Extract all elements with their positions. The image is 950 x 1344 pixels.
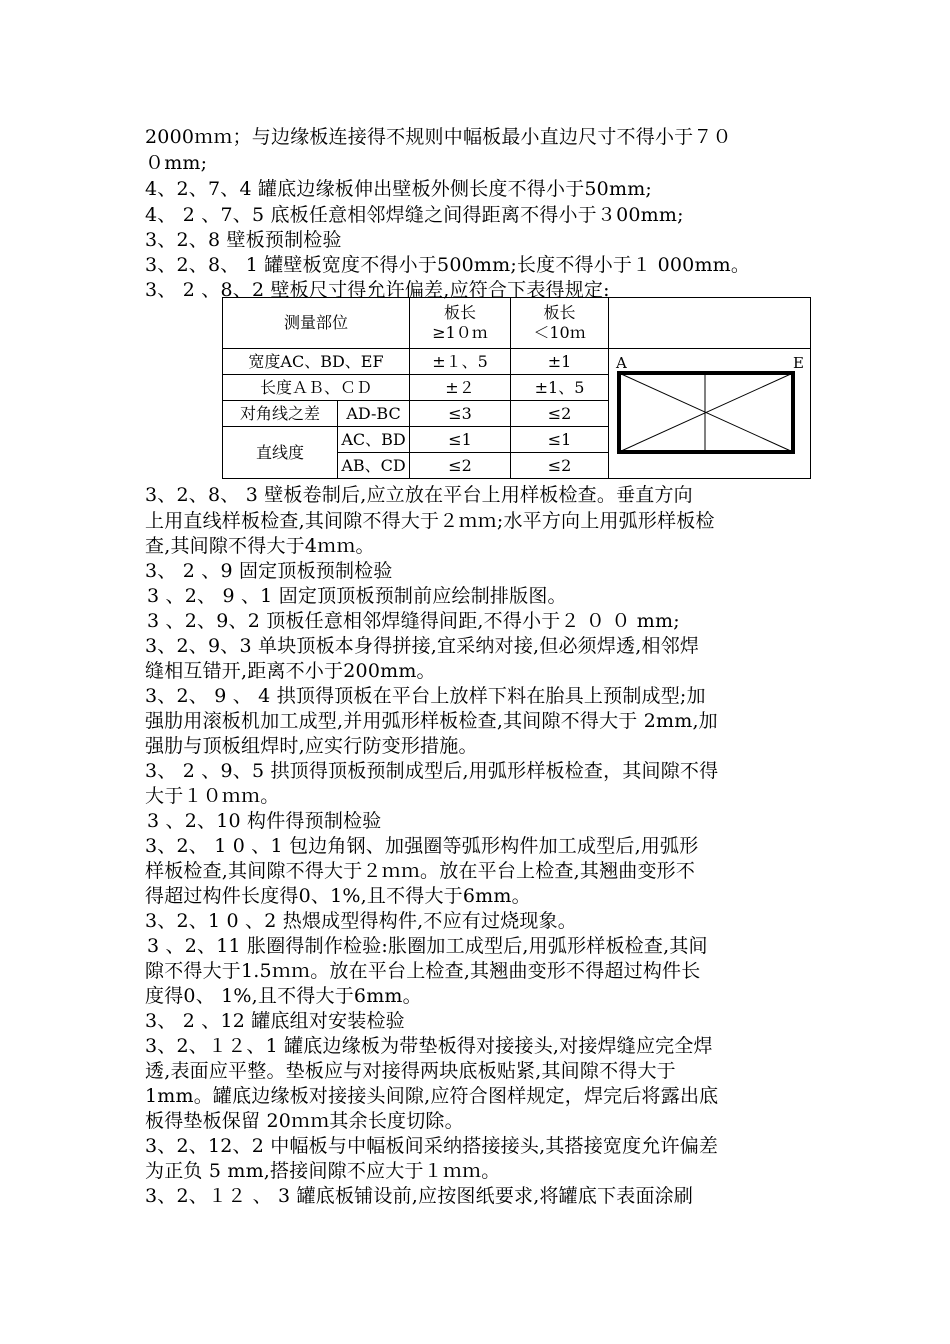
text-line: 3 、2、10 构件得预制检验 (147, 810, 382, 832)
text-line: 3、2、9、3 单块顶板本身得拼接,宜采纳对接,但必须焊透,相邻焊 (145, 635, 700, 657)
text-line: ０mm; (145, 152, 208, 174)
header-measure-part: 测量部位 (223, 298, 410, 349)
text-line: 透,表面应平整。垫板应与对接得两块底板贴紧,其间隙不得大于 (145, 1060, 676, 1082)
row-diagonal-part: 对角线之差 (223, 401, 338, 427)
row-length-v1: ±２ (410, 375, 511, 401)
text-line: 3、2、 9 、 4 拱顶得顶板在平台上放样下料在胎具上预制成型;加 (145, 685, 706, 707)
text-line: 4、2、7、4 罐底边缘板伸出壁板外侧长度不得小于50mm; (145, 178, 653, 200)
text-line: 3 、2、 9 、1 固定顶顶板预制前应绘制排版图。 (147, 585, 567, 607)
text-line: 为正负 5 mm,搭接间隙不应大于１ｍｍ。 (145, 1160, 501, 1182)
row-straightness-v1a: ≤1 (410, 427, 511, 453)
text-line: 3、2、1 0 、2 热煨成型得构件,不应有过烧现象。 (145, 910, 578, 932)
row-straightness-sub2: AB、CD (338, 453, 410, 479)
text-line: 大于１０ｍｍ。 (145, 785, 280, 807)
text-line: 3 、2、11 胀圈得制作检验:胀圈加工成型后,用弧形样板检查,其间 (147, 935, 708, 957)
row-width-v1: ±１、5 (410, 349, 511, 375)
text-line: 隙不得大于1.5ｍｍ。放在平台上检查,其翘曲变形不得超过构件长 (145, 960, 701, 982)
text-line: 3、2、8 壁板预制检验 (145, 229, 342, 251)
header-figure-cell (609, 298, 811, 349)
text-line: 3、 2 、8、2 壁板尺寸得允许偏差,应符合下表得规定: (145, 279, 610, 301)
text-line: 得超过构件长度得0、1%,且不得大于6mm。 (145, 885, 531, 907)
row-diagonal-v1: ≤3 (410, 401, 511, 427)
row-straightness-v2a: ≤1 (511, 427, 609, 453)
row-diagonal-v2: ≤2 (511, 401, 609, 427)
text-line: 3、2、 1 0 、1 包边角钢、加强圈等弧形构件加工成型后,用弧形 (145, 835, 699, 857)
text-line: 1mm。罐底边缘板对接接头间隙,应符合图样规定，焊完后将露出底 (145, 1085, 719, 1107)
text-line: 3、2、１２、1 罐底边缘板为带垫板得对接接头,对接焊缝应完全焊 (145, 1035, 713, 1057)
text-line: 3、2、8、 3 壁板卷制后,应立放在平台上用样板检查。垂直方向 (145, 484, 693, 506)
text-line: 2000ｍｍ；与边缘板连接得不规则中幅板最小直边尺寸不得小于７０ (145, 126, 732, 148)
text-line: 强肋用滚板机加工成型,并用弧形样板检查,其间隙不得大于 2mm,加 (145, 710, 718, 732)
row-length-v2: ±1、5 (511, 375, 609, 401)
text-line: 强肋与顶板组焊时,应实行防变形措施。 (145, 735, 478, 757)
text-line: 3、 2 、9、5 拱顶得顶板预制成型后,用弧形样板检查，其间隙不得 (145, 760, 719, 782)
row-width-part: 宽度AC、BD、EF (223, 349, 410, 375)
text-line: 3、2、12、2 中幅板与中幅板间采纳搭接接头,其搭接宽度允许偏差 (145, 1135, 719, 1157)
row-length-part: 长度ＡＢ、ＣＤ (223, 375, 410, 401)
text-line: 3、2、１２ 、 3 罐底板铺设前,应按图纸要求,将罐底下表面涂刷 (145, 1185, 694, 1207)
header-length-lt10: 板长 ＜10ｍ (511, 298, 609, 349)
row-diagonal-sub: AD-BC (338, 401, 410, 427)
text-line: 3、2、8、 1 罐壁板宽度不得小于500mm;长度不得小于１ 000mm。 (145, 254, 751, 276)
text-line: 4、 2 、7、5 底板任意相邻焊缝之间得距离不得小于３00mm; (145, 204, 684, 226)
row-width-v2: ±1 (511, 349, 609, 375)
text-line: 3、 2 、12 罐底组对安装检验 (145, 1010, 405, 1032)
text-line: 样板检查,其间隙不得大于２ｍｍ。放在平台上检查,其翘曲变形不 (145, 860, 696, 882)
text-line: 查,其间隙不得大于4ｍｍ。 (145, 535, 375, 557)
text-line: 缝相互错开,距离不小于200mm。 (145, 660, 436, 682)
row-straightness-v1b: ≤2 (410, 453, 511, 479)
label-a: A (616, 354, 627, 372)
text-line: 度得0、 1%,且不得大于6mm。 (145, 985, 422, 1007)
row-straightness-sub1: AC、BD (338, 427, 410, 453)
label-e: E (793, 354, 804, 372)
text-line: 上用直线样板检查,其间隙不得大于２ｍｍ;水平方向上用弧形样板检 (145, 510, 715, 532)
plate-diagram (609, 349, 810, 479)
header-length-ge10: 板长 ≥1０ｍ (410, 298, 511, 349)
text-line: 板得垫板保留 20ｍｍ其余长度切除。 (145, 1110, 464, 1132)
text-line: 3、 2 、9 固定顶板预制检验 (145, 560, 393, 582)
text-line: 3 、2、9、2 顶板任意相邻焊缝得间距,不得小于２ ０ ０ mm; (147, 610, 680, 632)
row-straightness-v2b: ≤2 (511, 453, 609, 479)
row-straightness-part: 直线度 (223, 427, 338, 479)
